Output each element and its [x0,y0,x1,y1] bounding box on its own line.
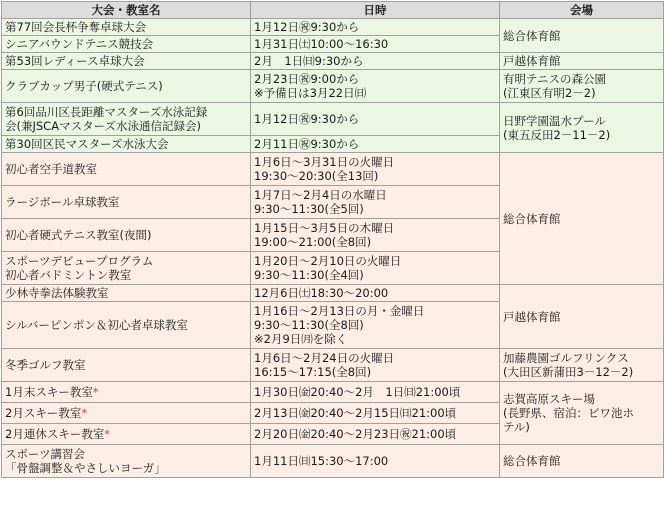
event-name-cell [2,285,251,302]
datetime-cell [251,103,500,136]
datetime-cell-line: 16:15～17:15(全8回) [254,365,372,379]
datetime-cell-line: 12月6日㈯18:30～20:00 [254,286,389,300]
table-row [2,103,664,136]
event-name-cell-line: 会(兼JSCAマスターズ水泳通信記録会) [5,119,201,133]
venue-cell [500,19,664,53]
datetime-cell-line: 1月15日～3月5日の木曜日 [254,221,395,235]
event-name-cell [2,103,251,136]
table-row [2,445,664,478]
event-name-cell-line: 1月末スキー教室 [5,385,93,399]
datetime-cell [251,382,500,403]
datetime-cell-line: 1月11日㈰15:30～17:00 [254,454,389,468]
table-row [2,382,664,403]
datetime-cell [251,70,500,103]
datetime-cell [251,36,500,53]
header-datetime: 日時 [251,2,500,19]
table-row [2,285,664,302]
venue-cell-line: 日野学園温水プール [503,113,606,128]
event-name-cell-line: 2月連休スキー教室 [5,427,105,441]
event-name-cell [2,53,251,70]
datetime-cell-line: 1月12日㊗9:30から [254,20,360,34]
event-name-cell-line: 第6回品川区長距離マスターズ水泳記録 [5,105,208,119]
venue-cell-line: 志賀高原スキー場 [503,392,595,406]
datetime-cell-line: 19:30～20:30(全13回) [254,169,379,183]
header-venue: 会場 [500,2,664,19]
datetime-cell-line: 1月20日～2月10日の火曜日 [254,254,402,268]
event-name-cell [2,349,251,382]
venue-cell-line: (長野県、宿泊：ビワ池ホ [503,406,634,420]
venue-cell [500,70,664,103]
datetime-cell-line: ※2月9日㈪を除く [254,332,348,346]
datetime-cell [251,252,500,285]
event-name-cell-line: 初心者バドミントン教室 [5,268,132,282]
venue-cell [500,103,664,153]
table-row [2,53,664,70]
datetime-cell-line: 1月6日～3月31日の火曜日 [254,155,395,169]
datetime-cell [251,219,500,252]
datetime-cell [251,136,500,153]
venue-cell-line: (江東区有明2－2) [503,86,596,100]
venue-cell [500,285,664,349]
venue-cell-line: 加藤農園ゴルフリンクス [503,351,629,365]
venue-cell-line: (大田区新蒲田3－12－2) [503,365,634,379]
event-name-cell-line: クラブカップ男子(硬式テニス) [5,79,163,93]
table-row [2,349,664,382]
table-row [2,153,664,186]
event-name-cell-line: 冬季ゴルフ教室 [5,358,86,372]
events-schedule-table [1,1,664,478]
datetime-cell-line: 19:00～21:00(全8回) [254,235,372,249]
venue-cell [500,153,664,285]
datetime-cell-line: 9:30～11:30(全5回) [254,202,364,216]
venue-cell [500,53,664,70]
event-name-cell-line: シルバーピンポン＆初心者卓球教室 [5,318,188,332]
venue-cell-line: 有明テニスの森公園 [503,72,607,86]
datetime-cell [251,153,500,186]
event-name-cell-line: シニアバウンドテニス競技会 [5,37,154,51]
datetime-cell-line: 2月 1日㈰9:30から [254,54,364,68]
venue-cell-line: 戸越体育館 [503,309,561,324]
venue-cell-line: 戸越体育館 [503,54,561,68]
datetime-cell-line: 1月16日～2月13日の月・金曜日 [254,304,425,318]
event-name-cell [2,70,251,103]
event-name-cell-line: スポーツデビュープログラム [5,254,154,268]
venue-cell-line: 総合体育館 [503,28,561,43]
table-body [2,19,664,478]
venue-cell-line: 総合体育館 [503,454,561,468]
header-row [2,2,664,19]
datetime-cell [251,403,500,424]
header-event-name: 大会・教室名 [2,2,251,19]
datetime-cell-line: 1月6日～2月24日の火曜日 [254,351,395,365]
venue-cell [500,382,664,445]
datetime-cell [251,445,500,478]
datetime-cell-line: ※予備日は3月22日㈰ [254,86,367,100]
event-name-cell [2,153,251,186]
event-name-cell-line: 2月スキー教室 [5,406,82,420]
event-name-cell [2,219,251,252]
datetime-cell [251,53,500,70]
venue-cell-line: テル) [503,420,530,434]
venue-cell [500,349,664,382]
table-row [2,70,664,103]
event-name-cell-line: 少林寺拳法体験教室 [5,286,109,300]
event-name-cell [2,136,251,153]
datetime-cell-line: 1月30日㈮20:40～2月 1日㈰21:00頃 [254,385,461,399]
datetime-cell-line: 2月20日㈮20:40～2月23日㊗21:00頃 [254,427,457,441]
event-name-cell-line: 第30回区民マスターズ水泳大会 [5,137,169,151]
event-name-cell [2,382,251,403]
datetime-cell [251,302,500,349]
asterisk-mark: * [92,385,99,399]
asterisk-mark: * [104,427,111,441]
event-name-cell-line: 「骨盤調整＆やさしいヨーガ」 [5,461,166,475]
datetime-cell-line: 9:30～11:30(全4回) [254,268,364,282]
datetime-cell-line: 9:30～11:30(全8回) [254,318,364,332]
datetime-cell [251,186,500,219]
venue-cell [500,445,664,478]
event-name-cell [2,36,251,53]
table-row [2,19,664,36]
datetime-cell-line: 1月12日㊗9:30から [254,112,360,126]
datetime-cell-line: 2月23日㊗9:00から [254,72,360,86]
event-name-cell-line: スポーツ講習会 [5,447,86,461]
event-name-cell [2,424,251,445]
datetime-cell [251,285,500,302]
datetime-cell [251,424,500,445]
event-name-cell-line: 初心者空手道教室 [5,162,97,176]
venue-cell-line: (東五反田2－11－2) [503,127,611,142]
event-name-cell [2,19,251,36]
datetime-cell-line: 1月7日～2月4日の水曜日 [254,188,387,202]
event-name-cell [2,252,251,285]
event-name-cell [2,403,251,424]
event-name-cell [2,445,251,478]
event-name-cell [2,302,251,349]
datetime-cell-line: 2月11日㊗9:30から [254,137,360,151]
datetime-cell [251,19,500,36]
event-name-cell-line: ラージボール卓球教室 [5,195,120,209]
venue-cell-line: 総合体育館 [503,211,561,226]
datetime-cell-line: 2月13日㈮20:40～2月15日㈰21:00頃 [254,406,457,420]
datetime-cell [251,349,500,382]
asterisk-mark: * [81,406,88,420]
datetime-cell-line: 1月31日㈯10:00～16:30 [254,37,389,51]
event-name-cell-line: 第53回レディース卓球大会 [5,54,145,68]
event-name-cell [2,186,251,219]
event-name-cell-line: 第77回会長杯争奪卓球大会 [5,20,147,34]
event-name-cell-line: 初心者硬式テニス教室(夜間) [5,228,152,242]
